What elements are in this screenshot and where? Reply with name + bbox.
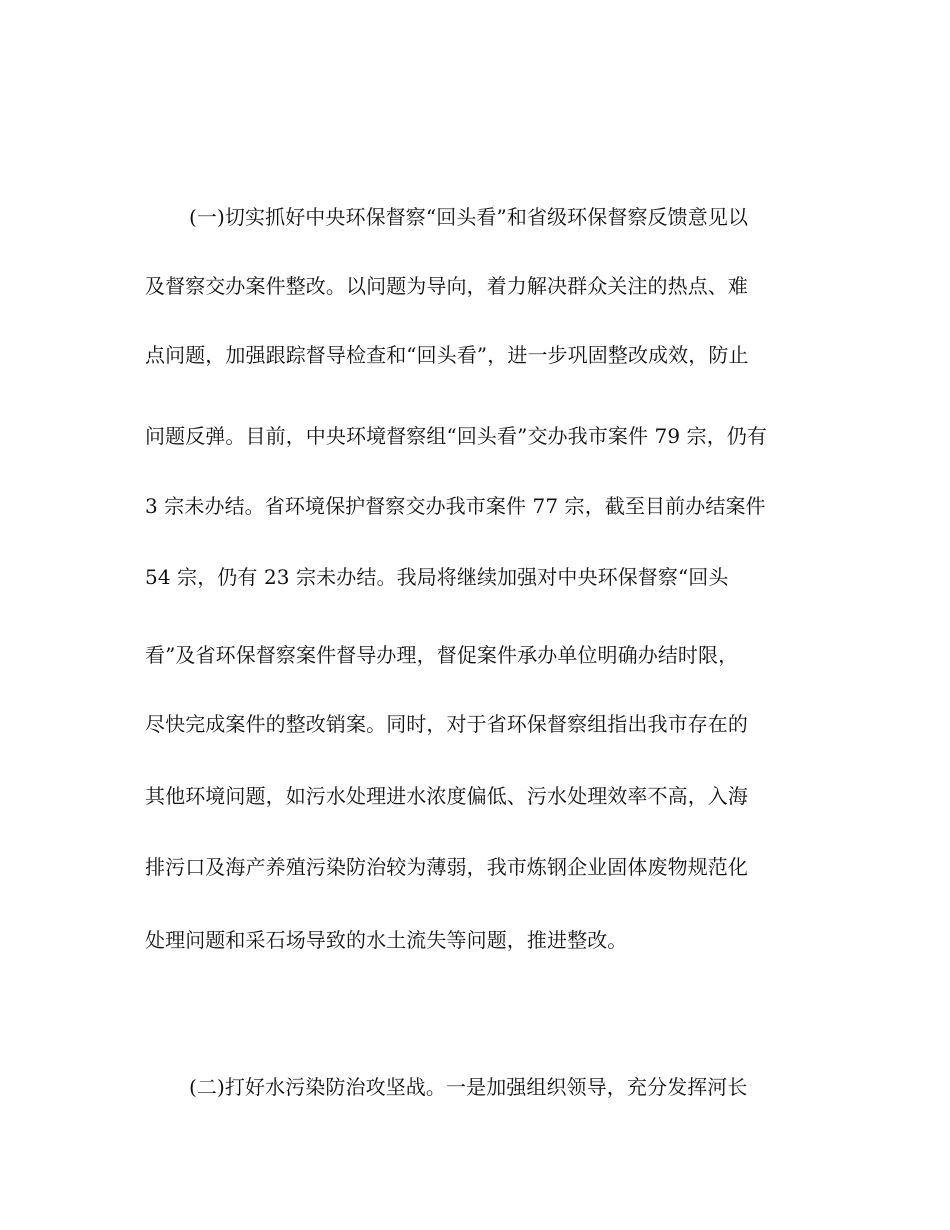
paragraph-1-line-5: 3 宗未办结。省环境保护督察交办我市案件 77 宗，截至目前办结案件 <box>145 494 766 518</box>
paragraph-1-line-8: 尽快完成案件的整改销案。同时，对于省环保督察组指出我市存在的 <box>145 712 748 736</box>
paragraph-1-line-4: 问题反弹。目前，中央环境督察组“回头看”交办我市案件 79 宗，仍有 <box>145 424 768 448</box>
paragraph-1-line-11: 处理问题和采石场导致的水土流失等问题，推进整改。 <box>145 928 628 952</box>
paragraph-2-line-1: (二)打好水污染防治攻坚战。一是加强组织领导，充分发挥河长 <box>189 1075 748 1099</box>
paragraph-1-line-10: 排污口及海产养殖污染防治较为薄弱，我市炼钢企业固体废物规范化 <box>145 855 748 879</box>
paragraph-1-line-7: 看”及省环保督察案件督导办理，督促案件承办单位明确办结时限， <box>145 643 739 667</box>
paragraph-1-line-6: 54 宗，仍有 23 宗未办结。我局将继续加强对中央环保督察“回头 <box>145 565 729 589</box>
paragraph-1-line-3: 点问题，加强跟踪督导检查和“回头看”，进一步巩固整改成效，防止 <box>145 343 749 367</box>
paragraph-1-line-2: 及督察交办案件整改。以问题为导向，着力解决群众关注的热点、难 <box>145 274 748 298</box>
paragraph-1-line-1: (一)切实抓好中央环保督察“回头看”和省级环保督察反馈意见以 <box>189 205 749 229</box>
paragraph-1-line-9: 其他环境问题，如污水处理进水浓度偏低、污水处理效率不高，入海 <box>145 784 748 808</box>
